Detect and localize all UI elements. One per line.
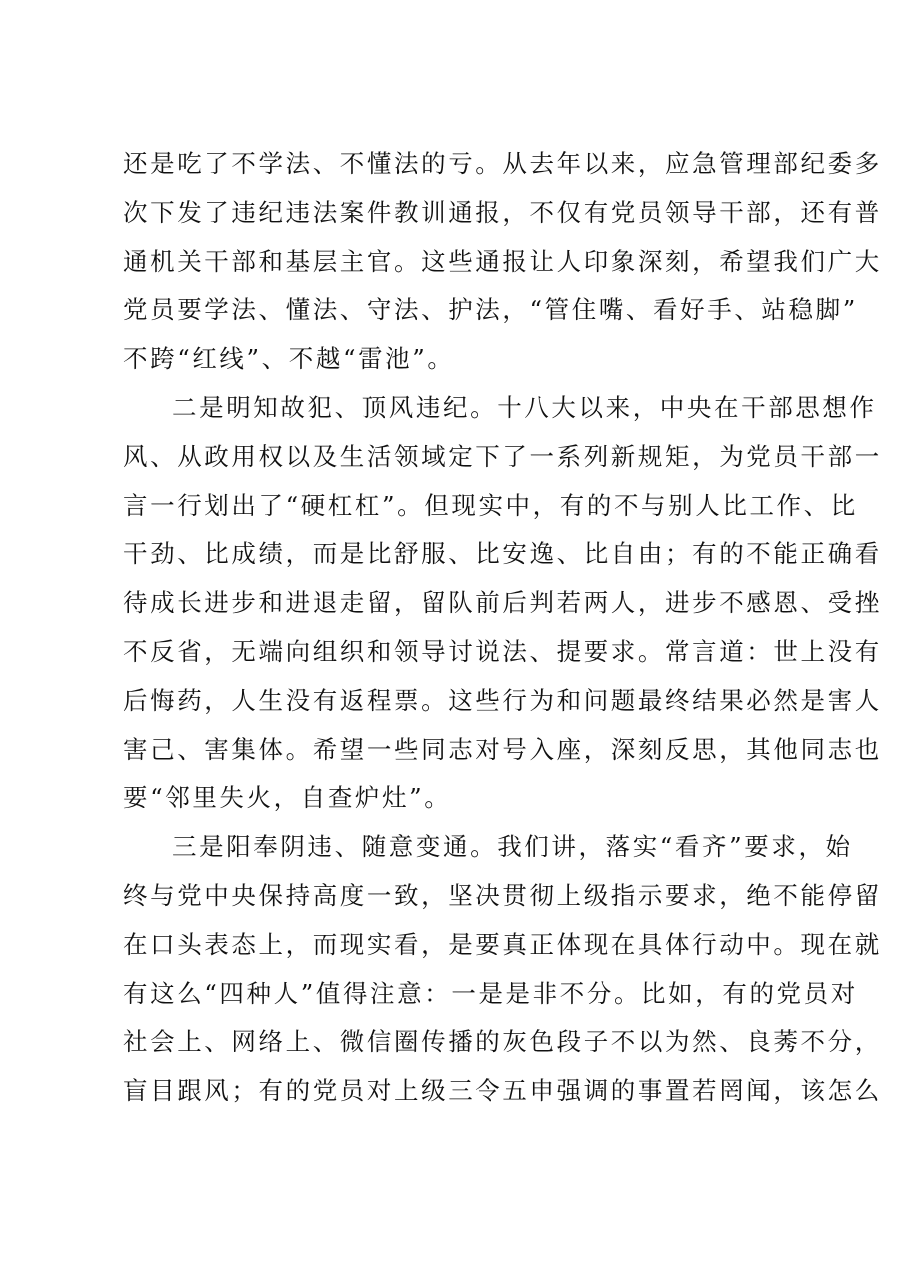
text-line: 要“邻里失火，自查炉灶”。 [123,783,452,813]
text-line: 次下发了违纪违法案件教训通报，不仅有党员领导干部，还有普 [123,197,882,227]
text-line: 终与党中央保持高度一致，坚决贯彻上级指示要求，绝不能停留 [123,880,882,910]
text-line: 社会上、网络上、微信圈传播的灰色段子不以为然、良莠不分， [123,1027,882,1057]
text-line: 不跨“红线”、不越“雷池”。 [123,344,455,374]
text-line: 通机关干部和基层主官。这些通报让人印象深刻，希望我们广大 [123,246,882,276]
text-line: 有这么“四种人”值得注意：一是是非不分。比如，有的党员对 [123,978,858,1008]
paragraph-start-line: 三是阳奉阴违、随意变通。我们讲，落实“看齐”要求，始 [172,832,853,862]
text-line: 后悔药，人生没有返程票。这些行为和问题最终结果必然是害人 [123,685,882,715]
text-line: 干劲、比成绩，而是比舒服、比安逸、比自由；有的不能正确看 [123,539,882,569]
text-line: 还是吃了不学法、不懂法的亏。从去年以来，应急管理部纪委多 [123,149,882,178]
paragraph-start-line: 二是明知故犯、顶风违纪。十八大以来，中央在干部思想作 [172,392,877,422]
text-line: 盲目跟风；有的党员对上级三令五申强调的事置若罔闻，该怎么 [123,1076,882,1106]
text-line: 言一行划出了“硬杠杠”。但现实中，有的不与别人比工作、比 [123,490,858,520]
text-line: 风、从政用权以及生活领域定下了一系列新规矩，为党员干部一 [123,441,882,471]
text-line: 待成长进步和进退走留，留队前后判若两人，进步不感恩、受挫 [123,588,882,618]
text-line: 党员要学法、懂法、守法、护法，“管住嘴、看好手、站稳脚” [123,295,858,325]
text-line: 在口头表态上，而现实看，是要真正体现在具体行动中。现在就 [123,929,882,959]
text-line: 不反省，无端向组织和领导讨说法、提要求。常言道：世上没有 [123,636,882,666]
body-text [123,140,882,1116]
text-line: 害己、害集体。希望一些同志对号入座，深刻反思，其他同志也 [123,734,882,764]
